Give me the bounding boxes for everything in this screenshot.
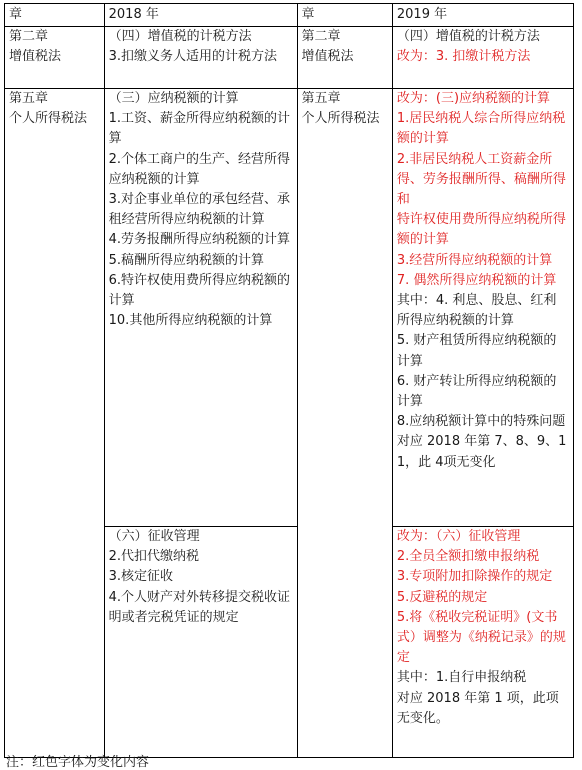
chapter-title: 增值税法 [301,49,354,65]
content-cell-2018 [104,89,297,527]
changed-content-line: 2.非居民纳税人工资薪金所得、劳务报酬所得、稿酬所得和 [396,151,566,208]
chapter-title: 增值税法 [9,49,62,65]
content-line: 4.个人财产对外转移提交税收证明或者完税凭证的规定 [108,589,291,625]
changed-content-line: 特许权使用费所得应纳税所得额的计算 [396,212,566,248]
content-line: 其中：1.自行申报纳税 [396,670,527,686]
content-line: 3.对企事业单位的承包经营、承租经营所得应纳税额的计算 [108,192,291,228]
table-row [5,89,574,527]
content-line: 2.个体工商户的生产、经营所得应纳税额的计算 [108,151,291,187]
chapter-number: 第五章 [9,91,49,106]
content-cell-2019 [392,89,573,527]
header-row [5,4,574,27]
content-line: 1.工资、薪金所得应纳税额的计算 [108,111,291,147]
content-line: 6. 财产转让所得应纳税额的计算 [396,373,557,410]
changed-content-line: 3.经营所得应纳税额的计算 [396,252,553,268]
changed-content-line: 1.居民纳税人综合所得应纳税额的计算 [396,111,566,147]
comparison-table [4,3,574,758]
chapter-number: 第二章 [9,29,49,44]
content-line: 5.稿酬所得应纳税额的计算 [108,252,265,268]
chapter-title: 个人所得税法 [301,111,380,127]
changed-content-line: 5.将《税收完税证明》(文书式）调整为《纳税记录》的规定 [396,609,566,666]
chapter-cell-2018 [5,89,105,758]
header-year-2019: 2019 年 [392,4,573,27]
content-line: 10.其他所得应纳税额的计算 [108,313,273,329]
header-year-2018: 2018 年 [104,4,297,27]
chapter-title: 个人所得税法 [9,111,88,127]
chapter-cell-2019 [297,27,392,89]
changed-content-line: 2.全员全额扣缴申报纳税 [396,549,540,565]
changed-content-line: 7. 偶然所得应纳税额的计算 [396,272,557,288]
content-line: 6.特许权使用费所得应纳税额的计算 [108,272,291,309]
content-line: 3.扣缴义务人适用的计税方法 [108,49,278,65]
content-line: 其中：4. 利息、股息、红利所得应纳税额的计算 [396,293,557,329]
content-cell-2018 [104,27,297,89]
content-cell-2019 [392,27,573,89]
content-line: （四）增值税的计税方法 [396,29,540,44]
content-line: 3.核定征收 [108,569,174,585]
content-line: 8.应纳税额计算中的特殊问题 [396,414,566,430]
content-cell-2019 [392,527,573,758]
header-chapter-2018: 章 [5,4,105,27]
header-chapter-2019: 章 [297,4,392,27]
chapter-cell-2019 [297,89,392,758]
changed-content-line: 3.专项附加扣除操作的规定 [396,569,553,585]
content-line: 对应 2018 年第 7、8、9、11，此 4项无变化 [396,434,567,470]
content-line: （四）增值税的计税方法 [108,29,252,44]
content-line: （三）应纳税额的计算 [108,91,239,106]
chapter-number: 第五章 [301,91,341,106]
table-row [5,27,574,89]
content-cell-2018 [104,527,297,758]
content-line: （六）征收管理 [108,529,200,544]
chapter-number: 第二章 [301,29,341,44]
content-line: 2.代扣代缴纳税 [108,549,200,565]
content-line: 5. 财产租赁所得应纳税额的计算 [396,333,557,369]
content-line: 4.劳务报酬所得应纳税额的计算 [108,232,291,248]
changed-content-line: 改为：(三)应纳税额的计算 [396,91,551,106]
changed-content-line: 5.反避税的规定 [396,589,488,605]
changed-content-line: 改为：（六）征收管理 [396,529,521,544]
content-line: 对应 2018 年第 1 项，此项无变化。 [396,690,559,726]
footnote: 注：红色字体为变化内容 [6,755,150,770]
chapter-cell-2018 [5,27,105,89]
changed-content-line: 改为：3. 扣缴计税方法 [396,49,531,65]
